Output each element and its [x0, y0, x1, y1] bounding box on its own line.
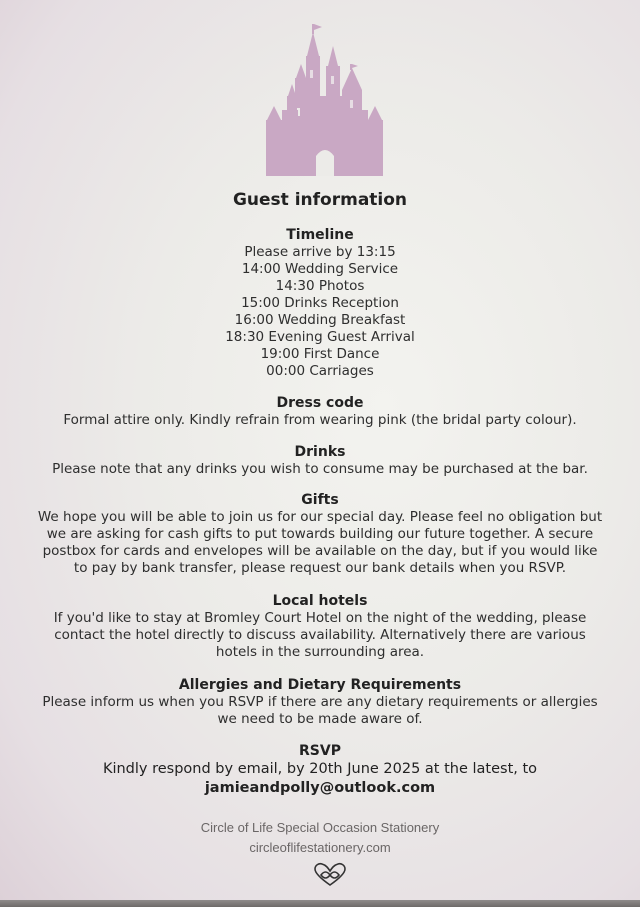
allergies-section	[20, 677, 620, 728]
drinks-section	[20, 444, 620, 478]
hotels-line: If you'd like to stay at Bromley Court Hotel on the night of the wedding, please	[53, 610, 587, 626]
timeline-item: 15:00 Drinks Reception	[241, 295, 399, 311]
footer	[30, 818, 610, 858]
drinks-heading: Drinks	[294, 444, 346, 460]
hotels-line: hotels in the surrounding area.	[215, 644, 425, 660]
timeline-item: 18:30 Evening Guest Arrival	[225, 329, 415, 345]
timeline-item: 00:00 Carriages	[266, 363, 374, 379]
gifts-line: we are asking for cash gifts to put towards building our future together. A secure	[46, 526, 594, 542]
dress-code-heading: Dress code	[276, 395, 364, 411]
table-edge	[0, 900, 640, 907]
hotels-heading: Local hotels	[272, 593, 368, 609]
gifts-heading: Gifts	[301, 492, 339, 508]
drinks-text: Please note that any drinks you wish to consume may be purchased at the bar.	[52, 461, 588, 477]
timeline-item: 14:00 Wedding Service	[241, 261, 399, 277]
dress-code-text: Formal attire only. Kindly refrain from wearing pink (the bridal party colour).	[63, 412, 577, 428]
footer-company: Circle of Life Special Occasion Stationery	[200, 820, 440, 835]
timeline-heading: Timeline	[286, 227, 354, 243]
rsvp-email: jamieandpolly@outlook.com	[204, 780, 436, 796]
castle-icon	[262, 20, 388, 180]
hotels-line: contact the hotel directly to discuss availability. Alternatively there are various	[54, 627, 586, 643]
rsvp-section	[30, 743, 610, 798]
timeline-item: 19:00 First Dance	[260, 346, 380, 362]
timeline-section	[30, 227, 610, 380]
timeline-item: Please arrive by 13:15	[244, 244, 396, 260]
gifts-line: We hope you will be able to join us for our special day. Please feel no obligation but	[37, 509, 603, 525]
allergies-line: we need to be made aware of.	[217, 711, 423, 727]
allergies-heading: Allergies and Dietary Requirements	[178, 677, 462, 693]
hotels-section	[20, 593, 620, 661]
heart-infinity-icon	[312, 862, 348, 888]
dress-code-section	[20, 395, 620, 429]
rsvp-text: Kindly respond by email, by 20th June 2025 at the latest, to	[102, 761, 538, 777]
timeline-item: 16:00 Wedding Breakfast	[234, 312, 406, 328]
footer-website: circleoflifestationery.com	[249, 840, 391, 855]
gifts-line: postbox for cards and envelopes will be available on the day, but if you would like	[42, 543, 598, 559]
gifts-line: to pay by bank transfer, please request our bank details when you RSVP.	[73, 560, 567, 576]
timeline-item: 14:30 Photos	[275, 278, 365, 294]
rsvp-heading: RSVP	[299, 743, 341, 759]
gifts-section	[20, 492, 620, 577]
page-title: Guest information	[232, 190, 408, 210]
allergies-line: Please inform us when you RSVP if there are any dietary requirements or allergies	[42, 694, 598, 710]
